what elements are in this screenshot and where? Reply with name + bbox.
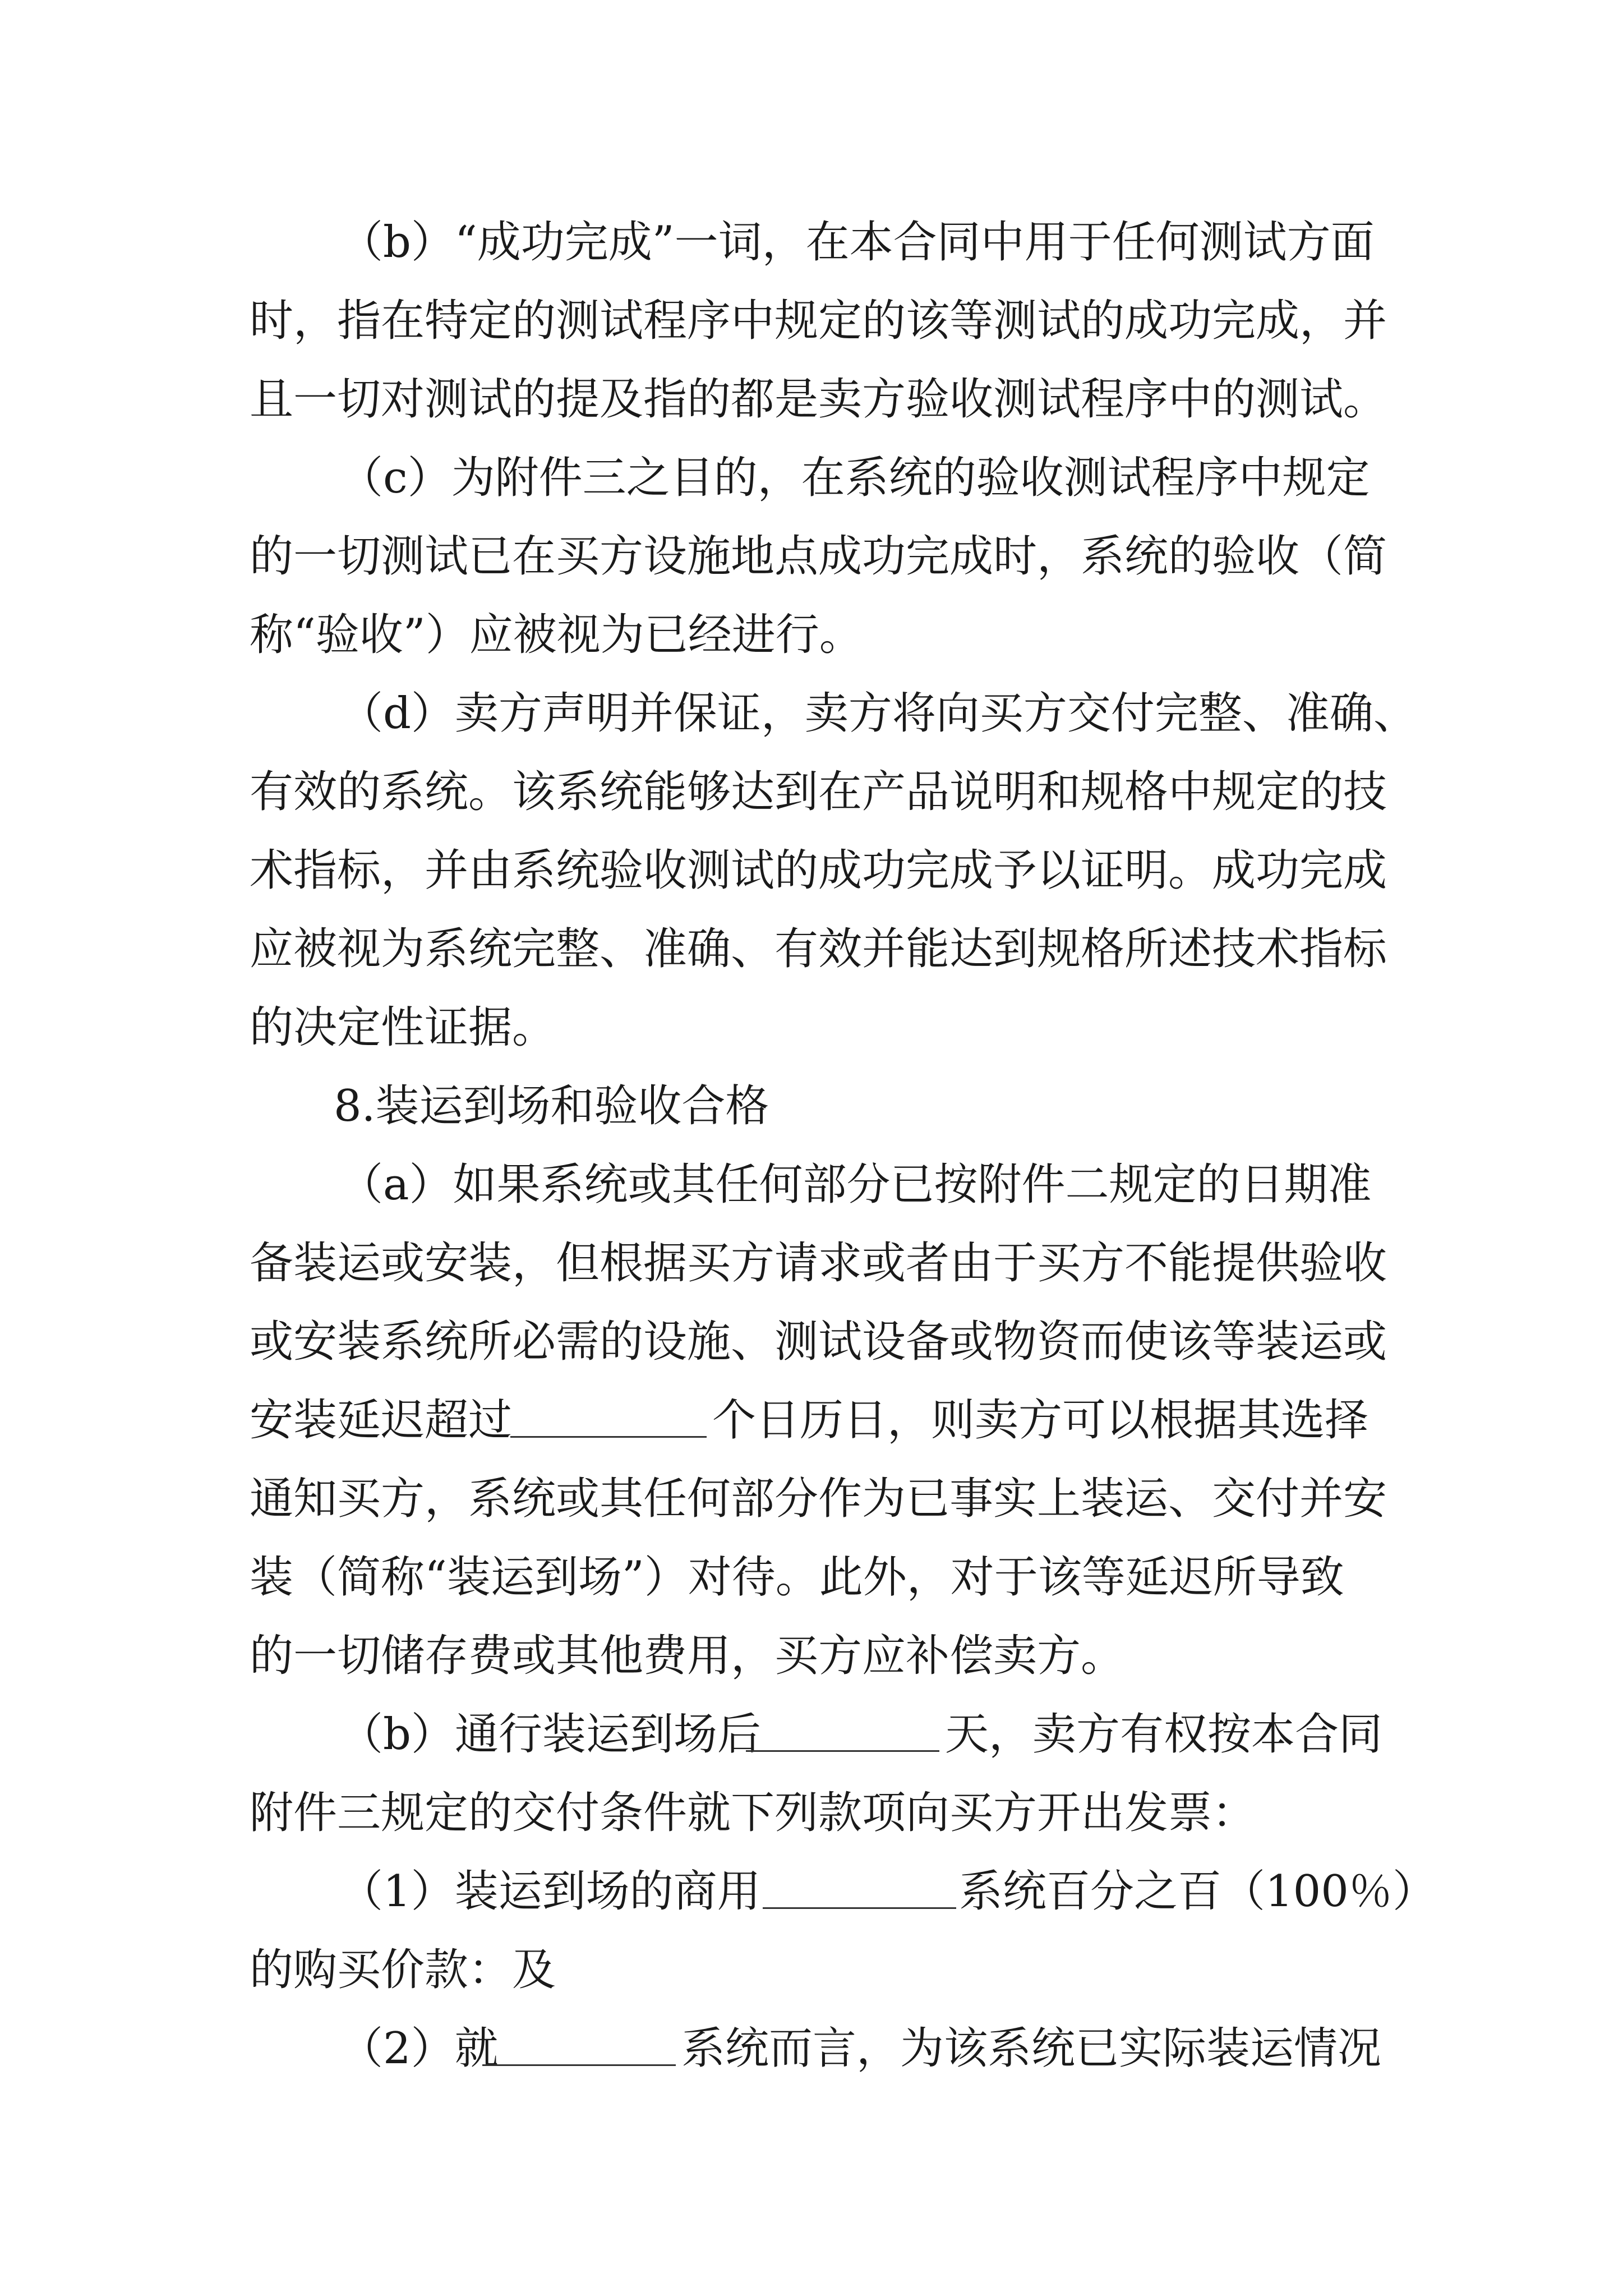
text: （2）就: [339, 2023, 499, 2074]
text: 备装运或安装，但根据买方请求或者由于买方不能提供验收: [250, 1238, 1387, 1289]
paragraph-c-line-1: [0, 439, 1623, 517]
text: （d）卖方声明并保证，卖方将向买方交付完整、准确、: [339, 688, 1417, 739]
item-1-line-1: [0, 1852, 1623, 1931]
fill-in-blank: [510, 1436, 707, 1438]
paragraph-8b-line-2: [0, 1774, 1623, 1852]
text: 个日历日，则卖方可以根据其选择: [712, 1395, 1369, 1446]
paragraph-8a-line-3: [0, 1303, 1623, 1381]
section-heading: [0, 1067, 1623, 1145]
paragraph-c-line-3: [0, 596, 1623, 674]
paragraph-b-line-2: [0, 282, 1623, 360]
text: （b）通行装运到场后: [339, 1709, 761, 1760]
fill-in-blank: [482, 2064, 676, 2066]
paragraph-d-line-2: [0, 753, 1623, 831]
paragraph-8a-line-7: [0, 1617, 1623, 1695]
text: （b）“成功完成”一词，在本合同中用于任何测试方面: [339, 217, 1375, 268]
text: 且一切对测试的提及指的都是卖方验收测试程序中的测试。: [250, 374, 1387, 425]
text: 系统百分之百（100％）: [959, 1866, 1436, 1917]
paragraph-d-line-1: [0, 674, 1623, 753]
text: 安装延迟超过: [250, 1395, 513, 1446]
text: 的一切储存费或其他费用，买方应补偿卖方。: [250, 1631, 1125, 1681]
heading-text: 8.装运到场和验收合格: [334, 1081, 769, 1131]
paragraph-d-line-5: [0, 988, 1623, 1067]
paragraph-8a-line-4: [0, 1381, 1623, 1460]
paragraph-8a-line-6: [0, 1538, 1623, 1617]
paragraph-b-line-1: [0, 203, 1623, 282]
text: 系统而言，为该系统已实际装运情况: [681, 2023, 1382, 2074]
fill-in-blank: [763, 1907, 956, 1909]
text: 或安装系统所必需的设施、测试设备或物资而使该等装运或: [250, 1317, 1387, 1367]
text: 通知买方，系统或其任何部分作为已事实上装运、交付并安: [250, 1474, 1387, 1524]
text: 术指标，并由系统验收测试的成功完成予以证明。成功完成: [250, 845, 1387, 896]
paragraph-8a-line-5: [0, 1460, 1623, 1538]
paragraph-b-line-3: [0, 360, 1623, 439]
text: 的决定性证据。: [250, 1002, 556, 1053]
paragraph-d-line-4: [0, 910, 1623, 988]
paragraph-8b-line-1: [0, 1695, 1623, 1774]
fill-in-blank: [746, 1750, 939, 1752]
text: （1）装运到场的商用: [339, 1866, 761, 1917]
item-1-line-2: [0, 1931, 1623, 2009]
text: （c）为附件三之目的，在系统的验收测试程序中规定: [339, 453, 1370, 503]
text: 称“验收”）应被视为已经进行。: [250, 610, 863, 660]
text: 的一切测试已在买方设施地点成功完成时，系统的验收（简: [250, 531, 1387, 582]
text: （a）如果系统或其任何部分已按附件二规定的日期准: [339, 1159, 1372, 1210]
text: 有效的系统。该系统能够达到在产品说明和规格中规定的技: [250, 767, 1387, 817]
paragraph-d-line-3: [0, 831, 1623, 910]
text: 时，指在特定的测试程序中规定的该等测试的成功完成，并: [250, 296, 1387, 346]
text: 天，卖方有权按本合同: [945, 1709, 1383, 1760]
paragraph-8a-line-1: [0, 1145, 1623, 1224]
text: 的购买价款：及: [250, 1945, 556, 1995]
paragraph-8a-line-2: [0, 1224, 1623, 1303]
item-2-line-1: [0, 2009, 1623, 2088]
text: 应被视为系统完整、准确、有效并能达到规格所述技术指标: [250, 924, 1387, 974]
text: 装（简称“装运到场”）对待。此外，对于该等延迟所导致: [250, 1552, 1344, 1603]
paragraph-c-line-2: [0, 517, 1623, 596]
text: 附件三规定的交付条件就下列款项向买方开出发票：: [250, 1788, 1256, 1838]
